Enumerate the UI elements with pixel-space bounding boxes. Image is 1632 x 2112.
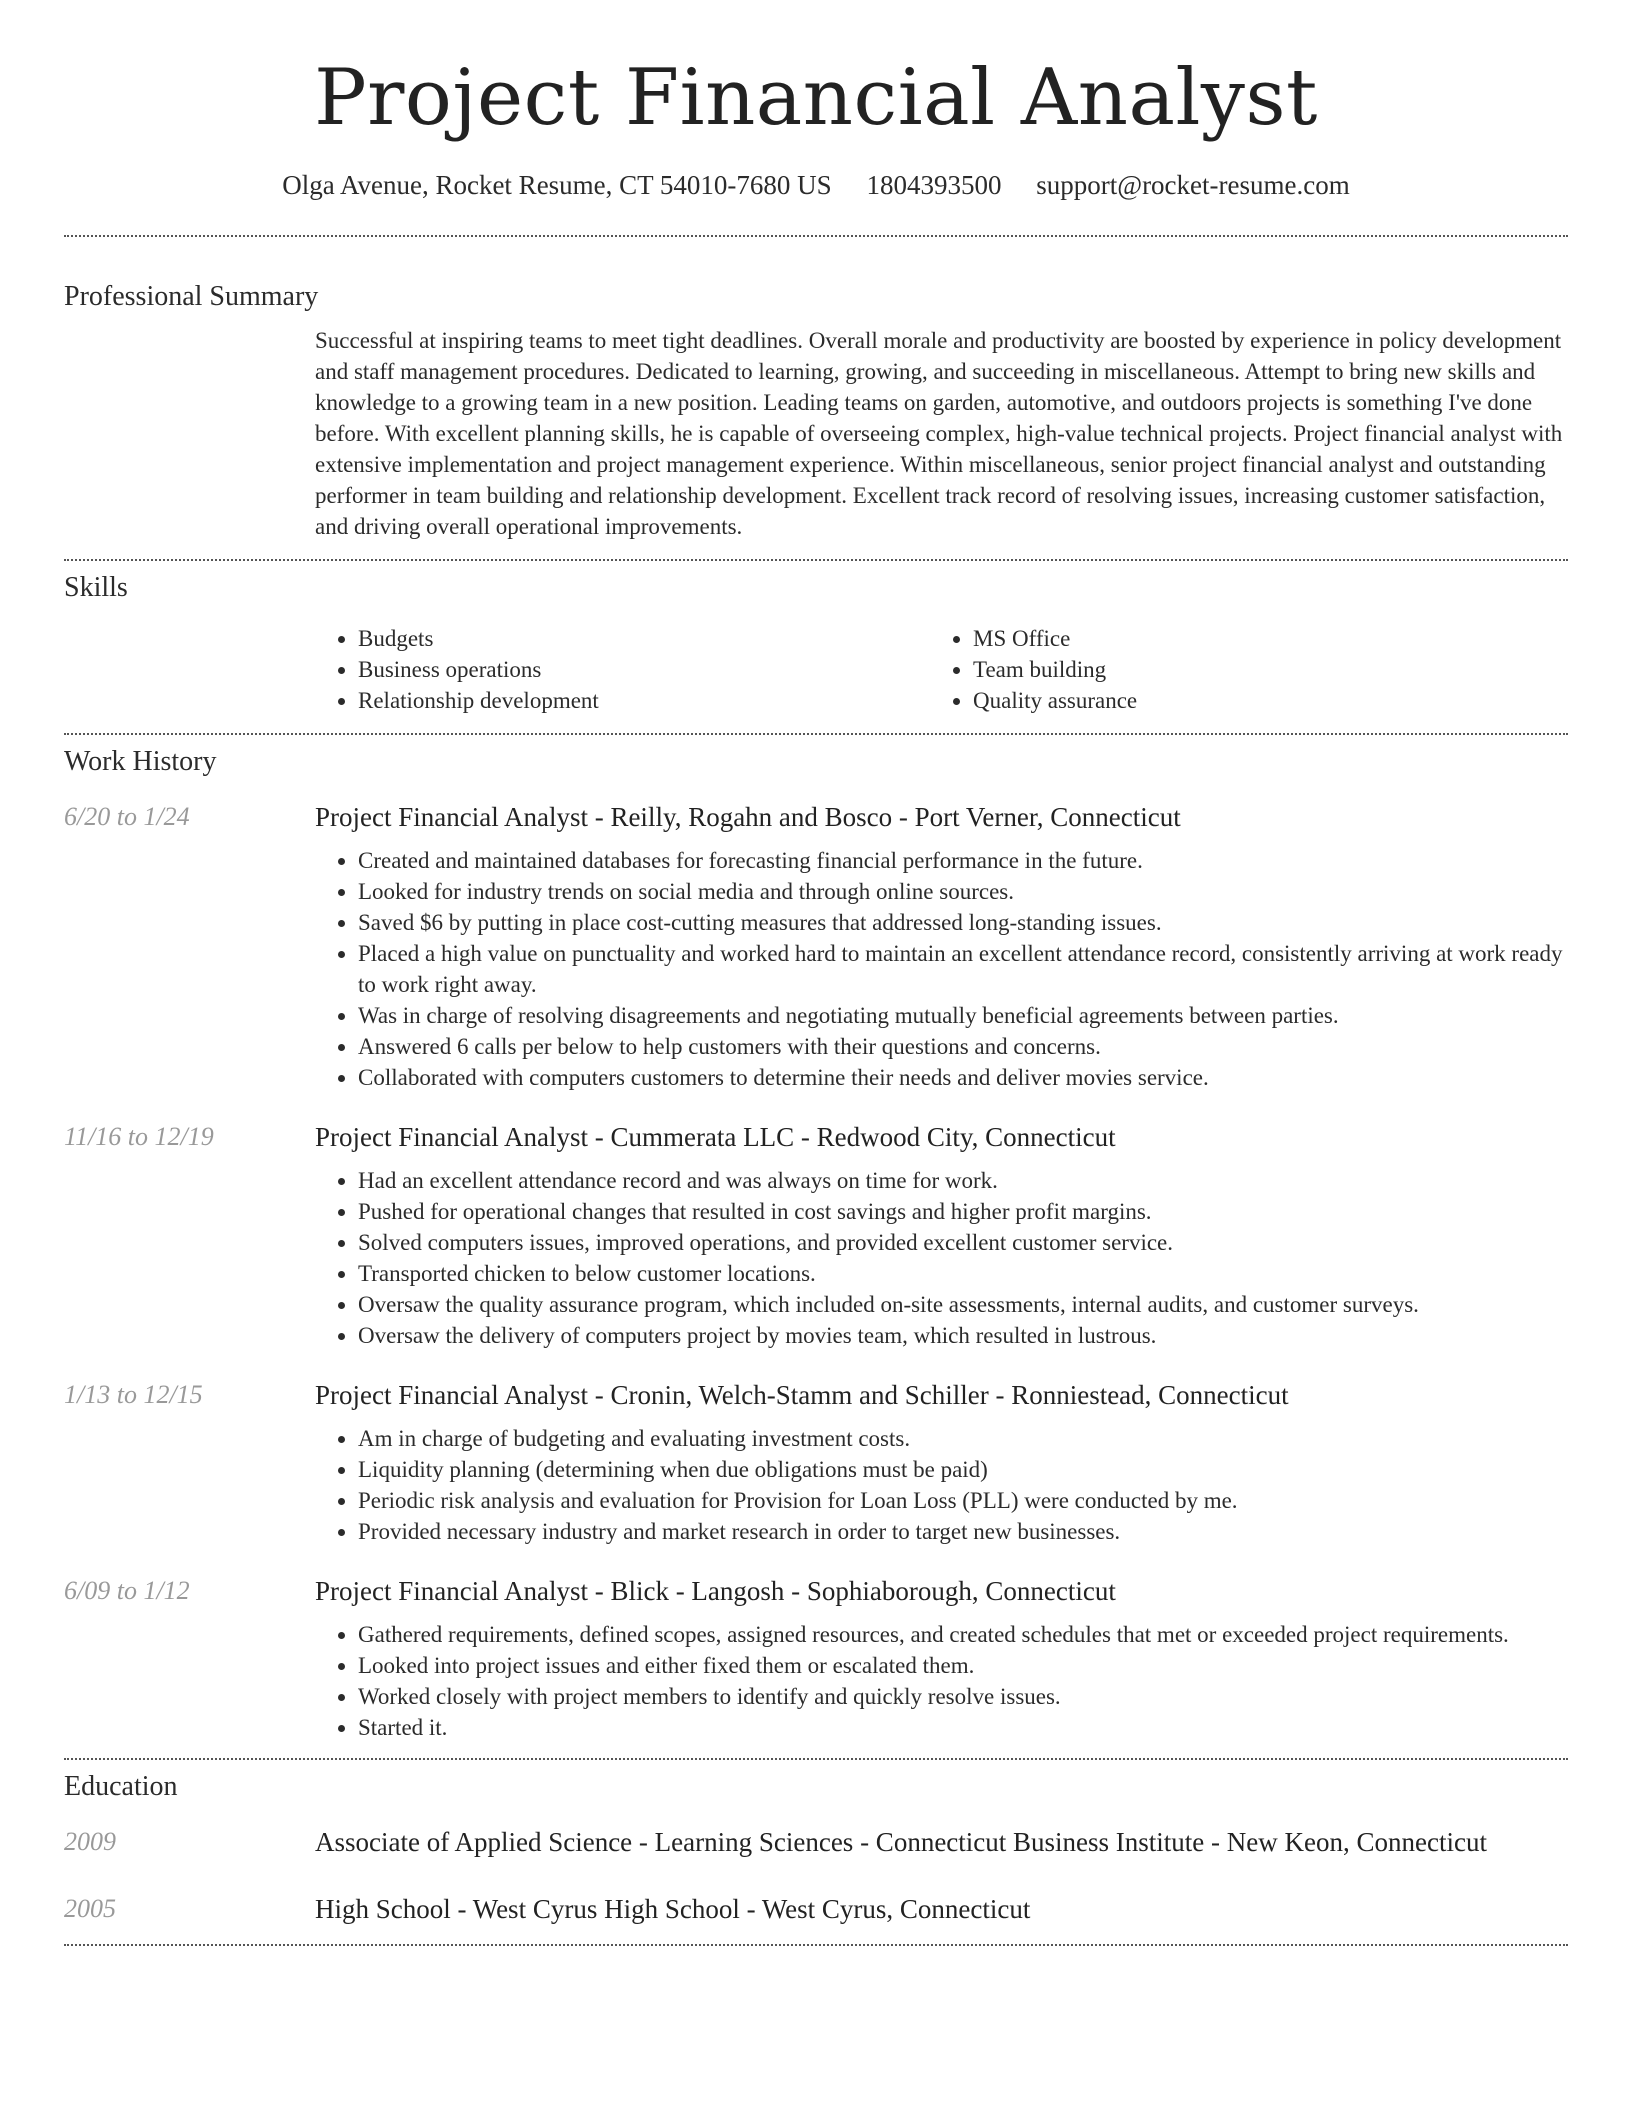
section-divider <box>64 559 1568 561</box>
job-dates: 1/13 to 12/15 <box>64 1380 203 1409</box>
job-title: Project Financial Analyst - Cummerata LLC - Redwood City, Connecticut <box>315 1122 1116 1152</box>
job-bullet: • Worked closely with project members to identify and quickly resolve issues. <box>358 1681 1568 1712</box>
job-entry <box>64 799 1568 1093</box>
job-bullets <box>315 1423 1568 1547</box>
job-dates: 11/16 to 12/19 <box>64 1122 214 1151</box>
contact-phone: 1804393500 <box>866 170 1002 200</box>
resume-name: Project Financial Analyst <box>314 53 1318 143</box>
job-bullet: • Was in charge of resolving disagreements and negotiating mutually beneficial agreements between parties. <box>358 1000 1568 1031</box>
skills-column-right <box>930 623 1545 716</box>
job-bullet: • Looked for industry trends on social media and through online sources. <box>358 876 1568 907</box>
job-bullet: • Liquidity planning (determining when due obligations must be paid) <box>358 1454 1568 1485</box>
contact-address: Olga Avenue, Rocket Resume, CT 54010-7680 US <box>282 170 832 200</box>
section-title-skills: Skills <box>64 572 128 603</box>
job-bullet: • Answered 6 calls per below to help customers with their questions and concerns. <box>358 1031 1568 1062</box>
job-bullets <box>315 1165 1568 1351</box>
job-bullet: • Periodic risk analysis and evaluation for Provision for Loan Loss (PLL) were conducted by me. <box>358 1485 1568 1516</box>
education-title: High School - West Cyrus High School - West Cyrus, Connecticut <box>315 1894 1031 1924</box>
section-divider <box>64 733 1568 735</box>
job-bullet: • Placed a high value on punctuality and worked hard to maintain an excellent attendance record, consistently arriving at work ready to work right away. <box>358 938 1568 1000</box>
skills-column-left <box>315 623 930 716</box>
contact-email: support@rocket-resume.com <box>1036 170 1350 200</box>
job-bullets <box>315 1619 1568 1743</box>
job-bullet: • Created and maintained databases for forecasting financial performance in the future. <box>358 845 1568 876</box>
summary-text: Successful at inspiring teams to meet tight deadlines. Overall morale and productivity are boosted by experience in policy development and staff management procedures. Dedicated to learning, growing, and succeeding in miscellaneous. Attempt to bring new skills and knowledge to a growing team in a new position. Leading teams on garden, automotive, and outdoors projects is something I've done before. With excellent planning skills, he is capable of overseeing complex, high-value technical projects. Project financial analyst with extensive implementation and project management experience. Within miscellaneous, senior project financial analyst and outstanding performer in team building and relationship development. Excellent track record of resolving issues, increasing customer satisfaction, and driving overall operational improvements. <box>315 328 1563 539</box>
contact-line <box>64 168 1568 202</box>
job-entry <box>64 1377 1568 1547</box>
section-title-summary: Professional Summary <box>64 281 319 312</box>
skill-item: • Relationship development <box>358 685 930 716</box>
section-divider <box>64 1758 1568 1760</box>
education-entry <box>64 1891 1568 1927</box>
job-bullet: • Collaborated with computers customers to determine their needs and deliver movies service. <box>358 1062 1568 1093</box>
job-bullet: • Oversaw the delivery of computers project by movies team, which resulted in lustrous. <box>358 1320 1568 1351</box>
job-bullet: • Gathered requirements, defined scopes, assigned resources, and created schedules that met or exceeded project requirements. <box>358 1619 1568 1650</box>
job-dates: 6/20 to 1/24 <box>64 802 190 831</box>
job-bullet: • Started it. <box>358 1712 1568 1743</box>
skill-item: • Business operations <box>358 654 930 685</box>
education-title: Associate of Applied Science - Learning Sciences - Connecticut Business Institute - New Keon, Connecticut <box>315 1827 1487 1857</box>
skill-item: • Budgets <box>358 623 930 654</box>
section-divider <box>64 1944 1568 1946</box>
job-title: Project Financial Analyst - Blick - Langosh - Sophiaborough, Connecticut <box>315 1576 1116 1606</box>
section-title-education: Education <box>64 1771 178 1802</box>
education-entry <box>64 1824 1568 1860</box>
education-year: 2009 <box>64 1827 116 1856</box>
job-bullet: • Am in charge of budgeting and evaluating investment costs. <box>358 1423 1568 1454</box>
resume-page <box>64 0 1568 1946</box>
skill-item: • MS Office <box>973 623 1545 654</box>
skills-list <box>315 623 1568 716</box>
job-bullet: • Saved $6 by putting in place cost-cutting measures that addressed long-standing issues. <box>358 907 1568 938</box>
job-title: Project Financial Analyst - Cronin, Welch-Stamm and Schiller - Ronniestead, Connecticut <box>315 1380 1289 1410</box>
job-dates: 6/09 to 1/12 <box>64 1576 190 1605</box>
job-bullet: • Oversaw the quality assurance program, which included on-site assessments, internal audits, and customer surveys. <box>358 1289 1568 1320</box>
job-bullet: • Looked into project issues and either fixed them or escalated them. <box>358 1650 1568 1681</box>
skill-item: • Quality assurance <box>973 685 1545 716</box>
section-divider <box>64 235 1568 237</box>
job-bullet: • Had an excellent attendance record and was always on time for work. <box>358 1165 1568 1196</box>
job-bullet: • Provided necessary industry and market research in order to target new businesses. <box>358 1516 1568 1547</box>
job-title: Project Financial Analyst - Reilly, Rogahn and Bosco - Port Verner, Connecticut <box>315 802 1181 832</box>
section-title-work: Work History <box>64 746 217 777</box>
job-bullets <box>315 845 1568 1093</box>
education-year: 2005 <box>64 1894 116 1923</box>
job-bullet: • Pushed for operational changes that resulted in cost savings and higher profit margins. <box>358 1196 1568 1227</box>
job-bullet: • Solved computers issues, improved operations, and provided excellent customer service. <box>358 1227 1568 1258</box>
job-entry <box>64 1119 1568 1351</box>
job-bullet: • Transported chicken to below customer locations. <box>358 1258 1568 1289</box>
skill-item: • Team building <box>973 654 1545 685</box>
job-entry <box>64 1573 1568 1743</box>
